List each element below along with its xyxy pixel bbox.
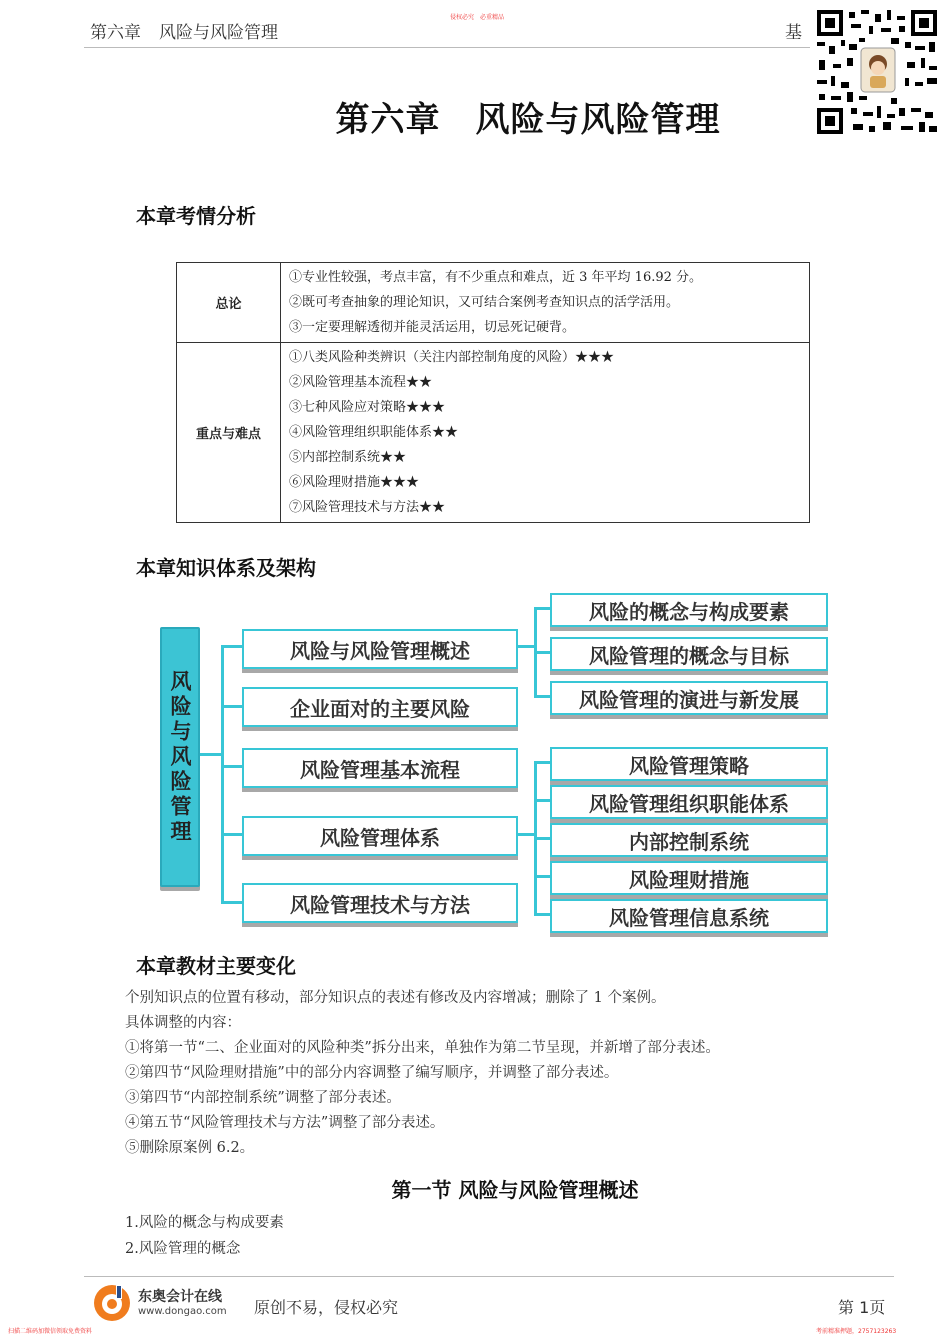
table-row	[177, 263, 810, 343]
diagram-root-label: 风险与风险管理	[168, 669, 192, 845]
connector-line	[534, 875, 550, 878]
list-item: ④风险管理组织职能体系★★	[289, 425, 459, 440]
diagram-root	[160, 627, 200, 887]
list-item: ③七种风险应对策略★★★	[289, 400, 446, 415]
header-chapter	[90, 18, 278, 43]
paragraph-line: ②第四节“风险理财措施”中的部分内容调整了编写顺序，并调整了部分表述。	[125, 1065, 619, 1081]
table-row-label: 总论	[177, 263, 281, 343]
diagram-leaf: 风险的概念与构成要素	[550, 593, 828, 627]
section-heading-changes: 本章教材主要变化	[136, 954, 296, 978]
footer-brand: 东奥会计在线	[138, 1289, 222, 1305]
section-heading-analysis: 本章考情分析	[136, 204, 256, 228]
paragraph-line: ⑤删除原案例 6.2。	[125, 1140, 255, 1156]
connector-line	[534, 651, 550, 654]
header-watermark-right: 必重精品	[480, 14, 505, 21]
connector-line	[534, 837, 550, 840]
connector-line	[221, 901, 243, 904]
analysis-table	[176, 262, 810, 523]
paragraph-line: ③第四节“内部控制系统”调整了部分表述。	[125, 1090, 401, 1106]
diagram-branch: 风险与风险管理概述	[242, 629, 518, 669]
table-row-label: 重点与难点	[177, 343, 281, 523]
list-item: ①八类风险种类辨识（关注内部控制角度的风险）★★★	[289, 350, 615, 365]
section-heading-structure: 本章知识体系及架构	[136, 556, 316, 580]
list-item: ③一定要理解透彻并能灵活运用，切忌死记硬背。	[289, 320, 576, 335]
page-title: 第六章 风险与风险管理	[335, 100, 721, 140]
footer-note-left: 扫描二维码加微信领取免费资料	[8, 1328, 93, 1335]
footer-url[interactable]: www.dongao.com	[138, 1306, 227, 1317]
list-item: ②既可考查抽象的理论知识，又可结合案例考查知识点的活学活用。	[289, 295, 680, 310]
knowledge-structure-diagram	[150, 585, 840, 940]
header-chapter-name: 风险与风险管理	[159, 23, 278, 43]
table-row-content	[281, 263, 810, 343]
changes-text	[125, 986, 720, 1161]
connector-line	[516, 833, 536, 836]
list-item: ①专业性较强，考点丰富，有不少重点和难点，近 3 年平均 16.92 分。	[289, 270, 703, 285]
list-item: ②风险管理基本流程★★	[289, 375, 433, 390]
connector-line	[221, 765, 243, 768]
footer-divider	[84, 1276, 894, 1277]
dongao-logo-icon	[92, 1283, 132, 1323]
list-item: 1.风险的概念与构成要素	[125, 1215, 284, 1231]
connector-line	[198, 753, 222, 756]
diagram-branch: 企业面对的主要风险	[242, 687, 518, 727]
diagram-branch: 风险管理技术与方法	[242, 883, 518, 923]
diagram-leaf: 内部控制系统	[550, 823, 828, 857]
connector-line	[516, 645, 536, 648]
diagram-leaf: 风险理财措施	[550, 861, 828, 895]
footer-slogan: 原创不易，侵权必究	[254, 1298, 399, 1317]
diagram-leaf: 风险管理组织职能体系	[550, 785, 828, 819]
header-right-fragment: 基	[785, 23, 802, 43]
paragraph-line: ①将第一节“二、企业面对的风险种类”拆分出来，单独作为第二节呈现，并新增了部分表述。	[125, 1040, 720, 1056]
connector-line	[534, 607, 550, 610]
connector-line	[534, 695, 550, 698]
connector-line	[534, 913, 550, 916]
page-number: 第 1页	[838, 1298, 886, 1317]
list-item: ⑥风险理财措施★★★	[289, 475, 420, 490]
diagram-leaf: 风险管理策略	[550, 747, 828, 781]
list-item: ⑦风险管理技术与方法★★	[289, 500, 446, 515]
connector-line	[221, 705, 243, 708]
diagram-branch: 风险管理体系	[242, 816, 518, 856]
table-row-content	[281, 343, 810, 523]
header-divider	[84, 47, 810, 48]
header-watermark-left: 侵权必究	[450, 14, 475, 21]
list-item: ⑤内部控制系统★★	[289, 450, 407, 465]
section-one-list	[125, 1210, 284, 1262]
diagram-leaf: 风险管理信息系统	[550, 899, 828, 933]
connector-line	[534, 761, 550, 764]
paragraph-line: ④第五节“风险管理技术与方法”调整了部分表述。	[125, 1115, 445, 1131]
paragraph-line: 个别知识点的位置有移动，部分知识点的表述有修改及内容增减；删除了 1 个案例。	[125, 990, 666, 1006]
connector-line	[221, 833, 243, 836]
list-item: 2.风险管理的概念	[125, 1241, 241, 1257]
section-one-heading: 第一节 风险与风险管理概述	[391, 1178, 639, 1202]
diagram-leaf: 风险管理的演进与新发展	[550, 681, 828, 715]
connector-line	[221, 645, 243, 648]
header-chapter-number: 第六章	[90, 23, 141, 43]
diagram-leaf: 风险管理的概念与目标	[550, 637, 828, 671]
connector-line	[534, 799, 550, 802]
diagram-branch: 风险管理基本流程	[242, 748, 518, 788]
table-row	[177, 343, 810, 523]
connector-line	[221, 645, 224, 903]
footer-note-right: 考前精准押题，2757123263	[816, 1328, 897, 1335]
header-watermark	[450, 12, 504, 21]
paragraph-line: 具体调整的内容：	[125, 1015, 241, 1031]
